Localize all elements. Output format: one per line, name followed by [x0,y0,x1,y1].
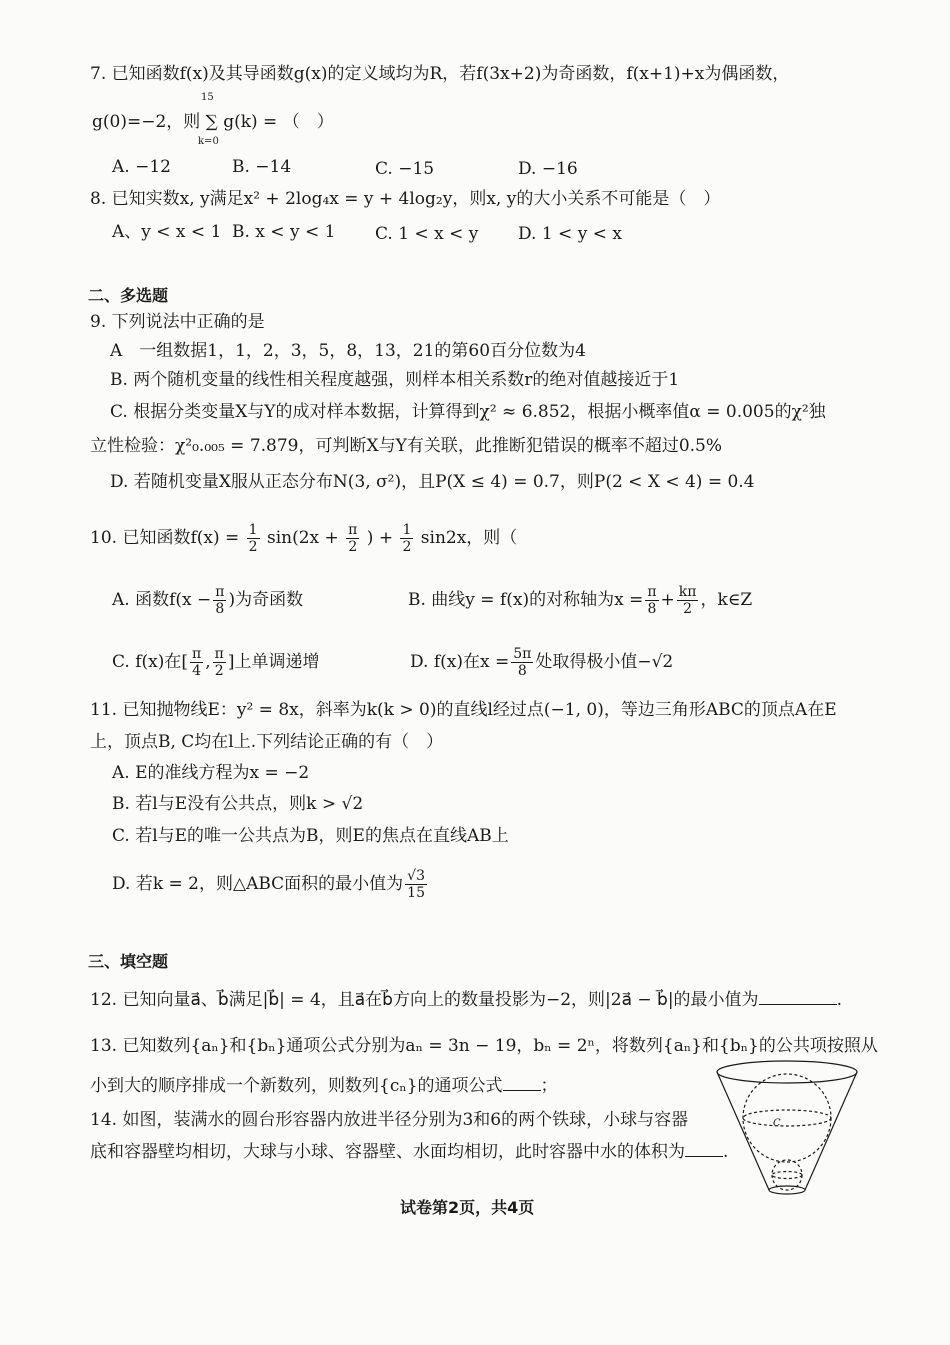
q10-pi-den: 2 [348,539,358,555]
q12-answer-blank[interactable] [759,988,837,1005]
q8-option-b: B. x < y < 1 [232,222,336,242]
q10-option-d [410,646,673,679]
q9-option-c-line2: 立性检验：χ²₀.₀₀₅ = 7.879，可判断X与Y有关联，此推断犯错误的概率不超过0.5% [90,436,723,456]
q10-half-den: 2 [248,539,258,555]
q10-c-fraction-1 [190,646,203,679]
q10-c-den-2: 2 [214,663,224,679]
q11-d-num: √3 [407,868,425,884]
q10-c-fraction-2 [213,646,226,679]
q10-d-num: 5π [513,646,532,662]
figure-label-c: C [773,1118,781,1129]
q10-b-plus: + [660,590,675,610]
q11-line2: 上，顶点B, C均在l上.下列结论正确的有（ ） [90,732,444,752]
q10-c-num-1: π [192,646,202,662]
q10-d-post: 处取得极小值−√2 [535,652,674,672]
q10-tail: sin2x，则（ [420,528,518,548]
q8-stem: 8. 已知实数x, y满足x² + 2log₄x = y + 4log₂y，则x, y的大小关系不可能是（ ） [90,189,721,209]
small-sphere-equator [772,1172,802,1179]
q9-stem: 9. 下列说法中正确的是 [90,312,265,332]
q14-end: . [723,1142,729,1162]
q10-stem [90,522,517,555]
q10-close-part: ) + [366,528,394,548]
q7-option-d: D. −16 [518,159,578,179]
q11-option-c: C. 若l与E的唯一公共点为B，则E的焦点在直线AB上 [112,826,509,846]
q13-text: 小到大的顺序排成一个新数列，则数列{cₙ}的通项公式 [90,1076,503,1096]
q10-option-b [408,584,752,617]
q10-d-den: 8 [517,663,527,679]
q10-c-post: ]上单调递增 [227,652,320,672]
q10-pi-num: π [348,522,358,538]
q11-option-a: A. E的准线方程为x = −2 [112,763,310,783]
q9-option-a: A 一组数据1，1，2，3，5，8，13，21的第60百分位数为4 [110,341,586,361]
q10-a-fraction [213,584,226,617]
q10-a-num: π [215,584,225,600]
frustum-left-edge [717,1072,769,1190]
q9-option-d: D. 若随机变量X服从正态分布N(3, σ²)，且P(X ≤ 4) = 0.7，则P(2 < X < 4) = 0.4 [110,472,755,492]
q10-a-pre: A. 函数f(x − [112,590,212,610]
q10-d-fraction [511,646,533,679]
q10-c-num-2: π [214,646,224,662]
q10-b-post: ，k∈Z [700,590,753,610]
q13-answer-blank[interactable] [503,1074,541,1091]
large-sphere [743,1074,831,1162]
q10-a-post: )为奇函数 [228,590,304,610]
q10-half-den-2: 2 [402,539,412,555]
page-footer: 试卷第2页，共4页 [400,1198,535,1217]
q7-sum-upper: 15 [201,92,214,103]
q10-b-den-1: 8 [647,601,657,617]
q13-line1: 13. 已知数列{aₙ}和{bₙ}通项公式分别为aₙ = 3n − 19，bₙ = 2ⁿ，将数列{aₙ}和{bₙ}的公共项按照从 [90,1036,878,1056]
frustum-top-ellipse [717,1061,857,1083]
q10-pi-fraction [346,522,359,555]
q13-line2 [90,1074,558,1098]
q11-option-b: B. 若l与E没有公共点，则k > √2 [112,794,364,814]
q12-line [90,988,842,1012]
q11-d-den: 15 [407,885,425,901]
q7-option-c: C. −15 [375,159,435,179]
q8-option-a: A、y < x < 1 [112,222,222,242]
q10-half-num-2: 1 [402,522,412,538]
q11-d-fraction [405,868,427,901]
section-multiple-choice-title: 二、多选题 [88,286,169,305]
q12-end: . [836,990,842,1010]
large-sphere-equator [743,1110,831,1126]
q10-b-fraction-1 [645,584,658,617]
q10-b-num-2: kπ [678,584,697,600]
q10-d-pre: D. f(x)在x = [410,652,510,672]
q10-b-den-2: 2 [683,601,693,617]
q11-d-pre: D. 若k = 2，则△ABC面积的最小值为 [112,874,404,894]
q14-line1: 14. 如图，装满水的圆台形容器内放进半径分别为3和6的两个铁球，小球与容器 [90,1110,689,1130]
q14-text: 底和容器壁均相切，大球与小球、容器壁、水面均相切，此时容器中水的体积为 [90,1142,685,1162]
q7-option-b: B. −14 [232,157,292,177]
q10-sin-part: sin(2x + [266,528,339,548]
q8-option-c: C. 1 < x < y [375,224,479,244]
q9-option-b: B. 两个随机变量的线性相关程度越强，则样本相关系数r的绝对值越接近于1 [110,370,680,390]
q10-c-den-1: 4 [192,663,202,679]
q10-c-comma: , [205,652,211,672]
q10-b-fraction-2 [677,584,699,617]
q7-option-a: A. −12 [112,157,171,177]
q10-prefix: 10. 已知函数f(x) = [90,528,240,548]
q10-half-fraction-2 [400,522,413,555]
q10-a-den: 8 [215,601,225,617]
q13-end: ； [540,1076,558,1096]
q7-line2 [92,110,334,134]
q10-half-num: 1 [248,522,258,538]
q7-line1: 7. 已知函数f(x)及其导函数g(x)的定义域均为R，若f(3x+2)为奇函数，f(x+1)+x为偶函数， [90,64,790,84]
q10-c-pre: C. f(x)在[ [112,652,188,672]
q9-option-c-line1: C. 根据分类变量X与Y的成对样本数据，计算得到χ² ≈ 6.852，根据小概率值α = 0.005的χ²独 [110,402,826,422]
q10-half-fraction [247,522,260,555]
q10-option-a [112,584,303,617]
q10-option-c [112,646,319,679]
q10-b-num-1: π [647,584,657,600]
frustum-right-edge [805,1072,857,1190]
q8-option-d: D. 1 < y < x [518,224,622,244]
q12-text: 12. 已知向量a⃗、b⃗满足|b⃗| = 4，且a⃗在b⃗方向上的数量投影为−2，则|2a⃗ − b⃗|的最小值为 [90,990,759,1010]
section-fill-blank-title: 三、填空题 [88,952,169,971]
q7-sum-expression: g(0)=−2，则 ∑ g(k) = （ ） [92,112,334,132]
q11-option-d [112,868,429,901]
q11-line1: 11. 已知抛物线E：y² = 8x，斜率为k(k > 0)的直线l经过点(−1, 0)，等边三角形ABC的顶点A在E [90,700,837,720]
q10-b-pre: B. 曲线y = f(x)的对称轴为x = [408,590,644,610]
q14-line2 [90,1140,728,1164]
q14-frustum-figure [712,1058,862,1206]
q7-sum-lower: k=0 [198,136,219,147]
